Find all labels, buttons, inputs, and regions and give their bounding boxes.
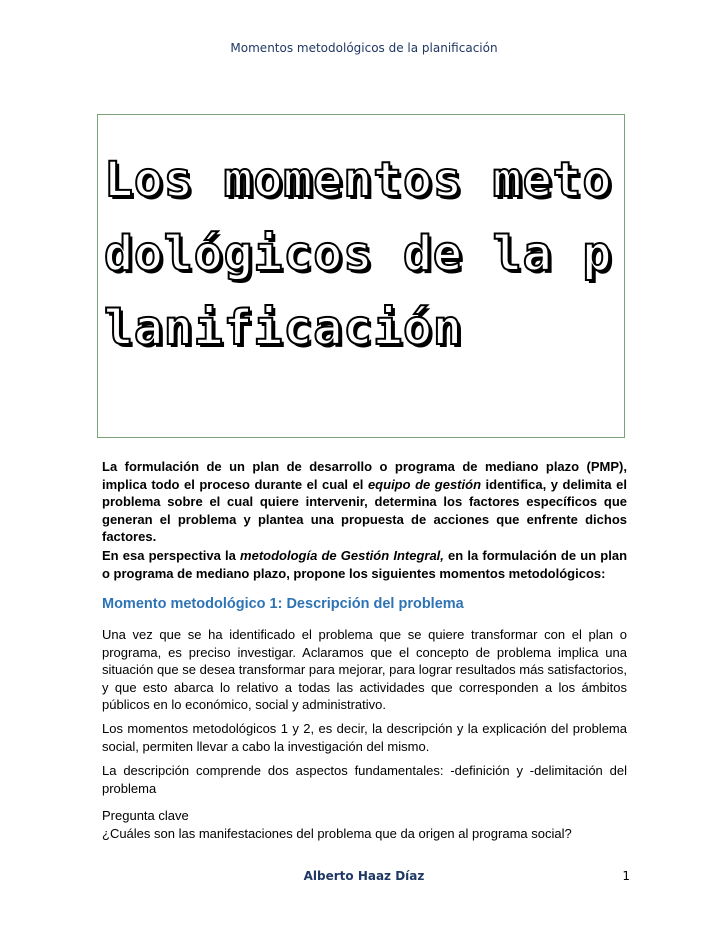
document-title: Los momentos metodológicos de la planificación (104, 152, 613, 356)
intro-p1-text-a: La formulación de un plan de desarrollo o programa de mediano plazo (PMP), implica todo el proceso durante el cual el (102, 459, 627, 492)
running-header: Momentos metodológicos de la planificación (230, 41, 498, 55)
section-heading: Momento metodológico 1: Descripción del problema (102, 596, 464, 612)
title-box (97, 114, 625, 438)
section-paragraph-1: Una vez que se ha identificado el problema que se quiere transformar con el plan o programa, es preciso investigar. Aclaramos que el concepto de problema implica una situación que se desea transformar para mejorar, para lograr resultados más satisfactorios, y que esto abarca lo relativo a todas las actividades que corresponden a los ámbitos públicos en lo económico, social y administrativo. (102, 627, 627, 712)
intro-p2-emphasis: metodología de Gestión Integral, (240, 548, 444, 563)
intro-paragraph-1 (102, 458, 627, 546)
key-question-text: ¿Cuáles son las manifestaciones del problema que da origen al programa social? (102, 825, 572, 841)
section-paragraph-3: La descripción comprende dos aspectos fundamentales: -definición y -delimitación del problema (102, 763, 627, 796)
intro-p1-text-b: identifica, y delimita el problema sobre el cual quiere intervenir, determina los factores específicos que generan el problema y plantea una propuesta de acciones que enfrente dichos factores. (102, 476, 627, 544)
footer-author: Alberto Haaz Díaz (303, 869, 425, 883)
page-number: 1 (622, 869, 630, 883)
intro-p2-text-a: En esa perspectiva la (102, 548, 241, 563)
intro-paragraph-2 (102, 547, 627, 582)
intro-p2-text-b: en la formulación de un plan o programa de mediano plazo, propone los siguientes momentos metodológicos: (102, 548, 628, 581)
key-question-label: Pregunta clave (102, 808, 189, 823)
key-question-block (102, 807, 627, 842)
section-paragraph-2: Los momentos metodológicos 1 y 2, es decir, la descripción y la explicación del problema social, permiten llevar a cabo la investigación del mismo. (102, 721, 627, 754)
intro-p1-emphasis: equipo de gestión (367, 476, 482, 492)
